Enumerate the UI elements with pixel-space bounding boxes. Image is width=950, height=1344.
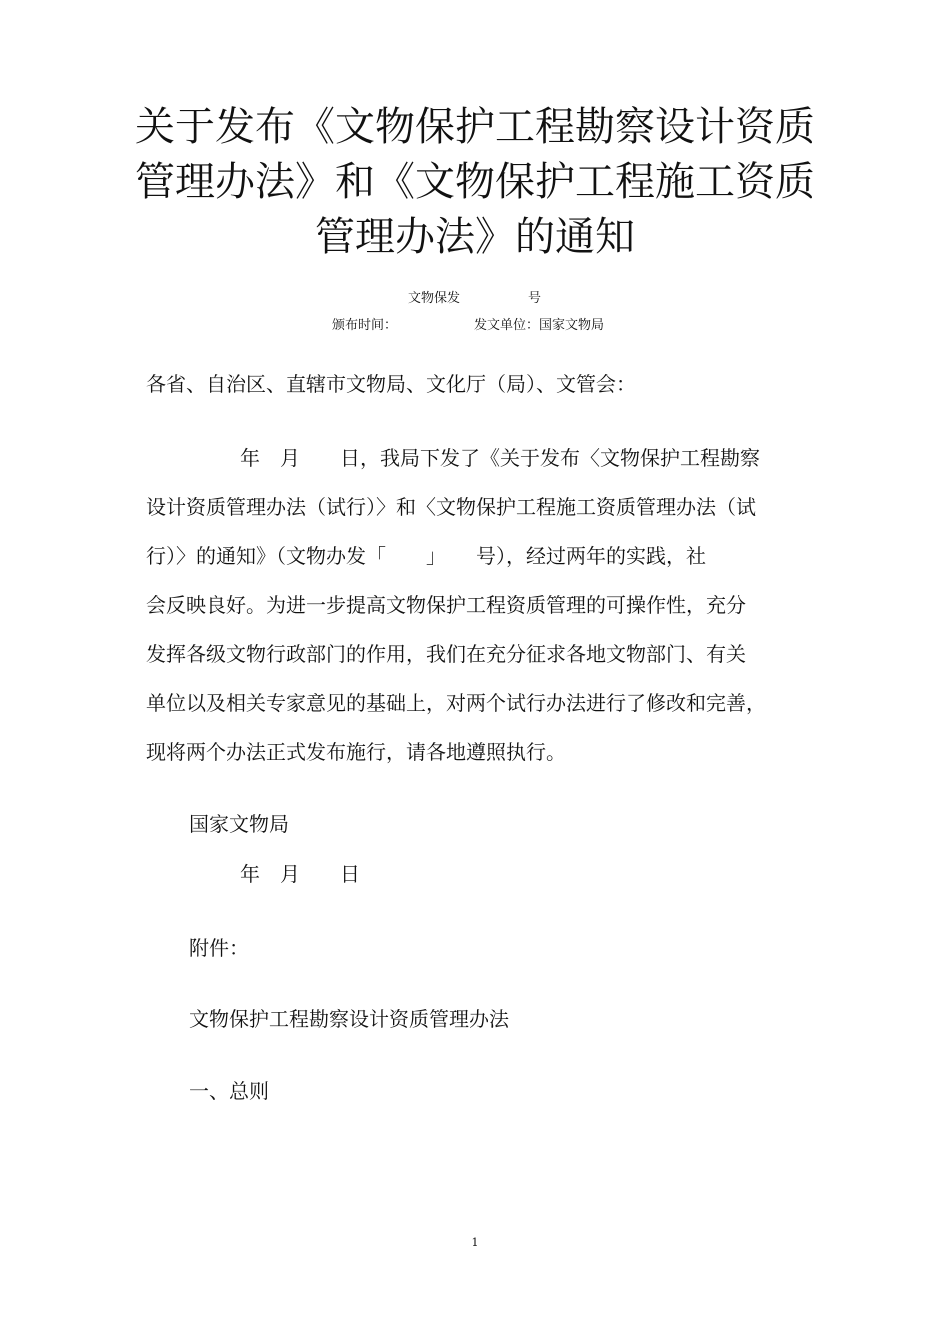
doc-number-prefix: 文物保发	[408, 291, 461, 306]
page-number: 1	[471, 1236, 479, 1249]
document-title	[120, 100, 830, 265]
body-line-4: 会反映良好。为进一步提高文物保护工程资质管理的可操作性，充分	[146, 593, 746, 617]
signature-date: 年 月 日	[240, 862, 360, 886]
body-line-6: 单位以及相关专家意见的基础上，对两个试行办法进行了修改和完善，	[146, 691, 766, 715]
attachment-label: 附件：	[189, 936, 249, 960]
issuer: 发文单位：国家文物局	[474, 318, 605, 333]
title-line-2: 管理办法》和《文物保护工程施工资质	[135, 159, 815, 205]
title-line-1: 关于发布《文物保护工程勘察设计资质	[135, 104, 815, 150]
body-line-1: 年 月 日，我局下发了《关于发布〈文物保护工程勘察	[240, 446, 760, 470]
body-line-2: 设计资质管理办法（试行）〉和〈文物保护工程施工资质管理办法（试	[146, 495, 756, 519]
section-heading: 一、总则	[189, 1079, 269, 1103]
body-line-5: 发挥各级文物行政部门的作用，我们在充分征求各地文物部门、有关	[146, 642, 746, 666]
issue-time-label: 颁布时间：	[332, 318, 398, 333]
body-line-3: 行）〉的通知》（文物办发「 」 号），经过两年的实践，社	[146, 544, 706, 568]
doc-number-suffix: 号	[528, 291, 542, 306]
signature-org: 国家文物局	[189, 812, 289, 836]
attachment-title: 文物保护工程勘察设计资质管理办法	[189, 1007, 509, 1031]
body-paragraph	[146, 434, 826, 777]
title-line-3: 管理办法》的通知	[315, 214, 635, 260]
salutation: 各省、自治区、直辖市文物局、文化厅（局）、文管会：	[146, 372, 636, 396]
body-line-7: 现将两个办法正式发布施行，请各地遵照执行。	[146, 740, 566, 764]
